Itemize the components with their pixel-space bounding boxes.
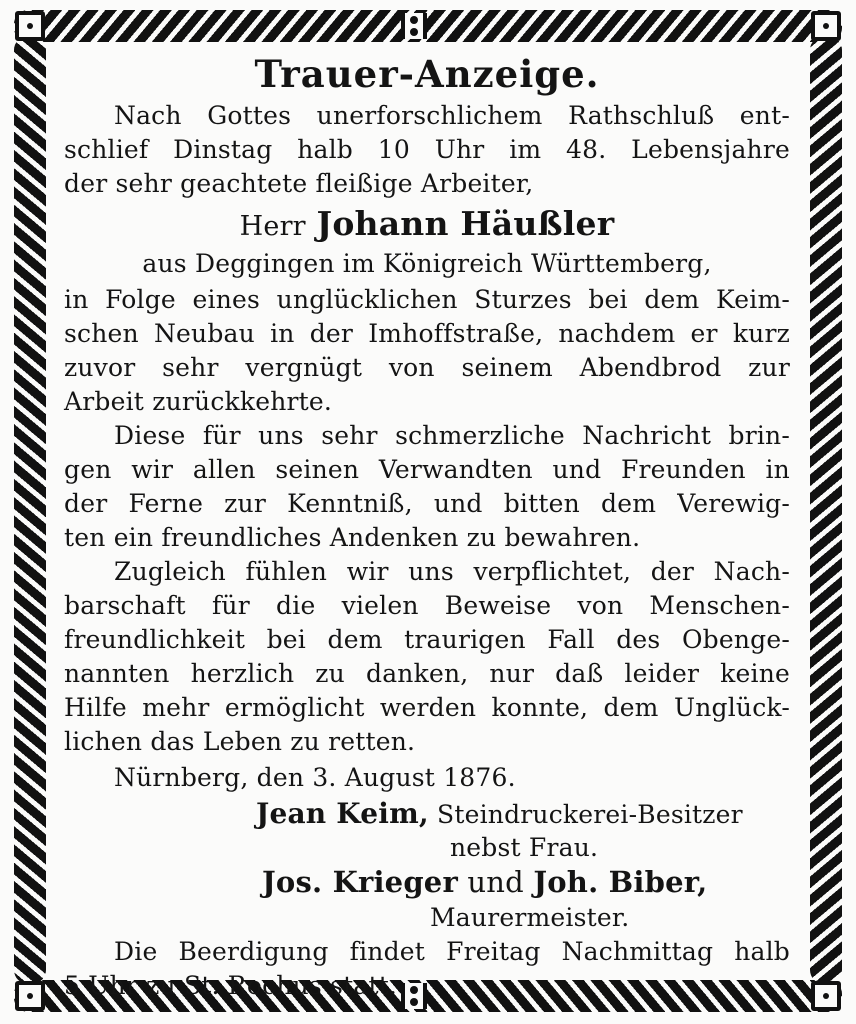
intro-line: schlief Dinstag halb 10 Uhr im 48. Lebensjahre [64, 135, 790, 164]
body-line: schen Neubau in der Imhoffstraße, nachdem er kurz [64, 319, 790, 348]
rope-border-left [14, 36, 46, 984]
body-line: Hilfe mehr ermöglicht werden konnte, dem Unglück- [64, 693, 790, 722]
body-line: nannten herzlich zu danken, nur daß leider keine [64, 659, 790, 688]
place-date: Nürnberg, den 3. August 1876. [114, 763, 516, 792]
corner-ornament-icon [15, 11, 45, 41]
body-line: zuvor sehr vergnügt von seinem Abendbrod zur [64, 353, 790, 382]
signer-conjunction: und [467, 865, 524, 899]
signer-line [262, 866, 790, 898]
body-line: Arbeit zurückkehrte. [64, 387, 333, 416]
rope-border-right [810, 36, 842, 984]
notice-text-panel [50, 44, 806, 1000]
body-line: der Ferne zur Kenntniß, und bitten dem Verewig- [64, 489, 790, 518]
knot-ornament-icon [401, 13, 427, 39]
rope-border-top [14, 10, 842, 42]
body-line: gen wir allen seinen Verwandten und Freunden in [64, 455, 790, 484]
body-line: lichen das Leben zu retten. [64, 727, 416, 756]
body-line: in Folge eines unglücklichen Sturzes bei dem Keim- [64, 285, 790, 314]
signer-name: Jos. Krieger [262, 865, 458, 899]
body-line: Zugleich fühlen wir uns verpflichtet, der Nach- [114, 557, 790, 586]
intro-line: Nach Gottes unerforschlichem Rathschluß ent- [114, 101, 790, 130]
corner-ornament-icon [811, 981, 841, 1011]
body-line: freundlichkeit bei dem traurigen Fall des Obenge- [64, 625, 790, 654]
body-line: Diese für uns sehr schmerzliche Nachricht brin- [114, 421, 790, 450]
signer-note: nebst Frau. [450, 833, 599, 862]
intro-line: der sehr geachtete fleißige Arbeiter, [64, 169, 534, 198]
corner-ornament-icon [811, 11, 841, 41]
body-line: ten ein freundliches Andenken zu bewahren. [64, 523, 641, 552]
signer-line [256, 798, 790, 831]
signer-title: Maurermeister. [430, 903, 630, 932]
signer-title: Steindruckerei-Besitzer [437, 800, 743, 829]
body-line: barschaft für die vielen Beweise von Menschen- [64, 591, 790, 620]
notice-title: Trauer-Anzeige. [254, 52, 600, 96]
corner-ornament-icon [15, 981, 45, 1011]
signer-name: Jean Keim, [256, 797, 429, 830]
signer-name: Joh. Biber, [533, 865, 708, 899]
funeral-line: 5 Uhr zu St. Rochus statt. [64, 971, 398, 1000]
origin-line: aus Deggingen im Königreich Württemberg, [142, 249, 712, 278]
deceased-name: Johann Häußler [316, 204, 615, 243]
deceased-name-line [64, 204, 790, 247]
name-prefix: Herr [239, 211, 306, 242]
funeral-line: Die Beerdigung findet Freitag Nachmittag halb [114, 937, 790, 966]
